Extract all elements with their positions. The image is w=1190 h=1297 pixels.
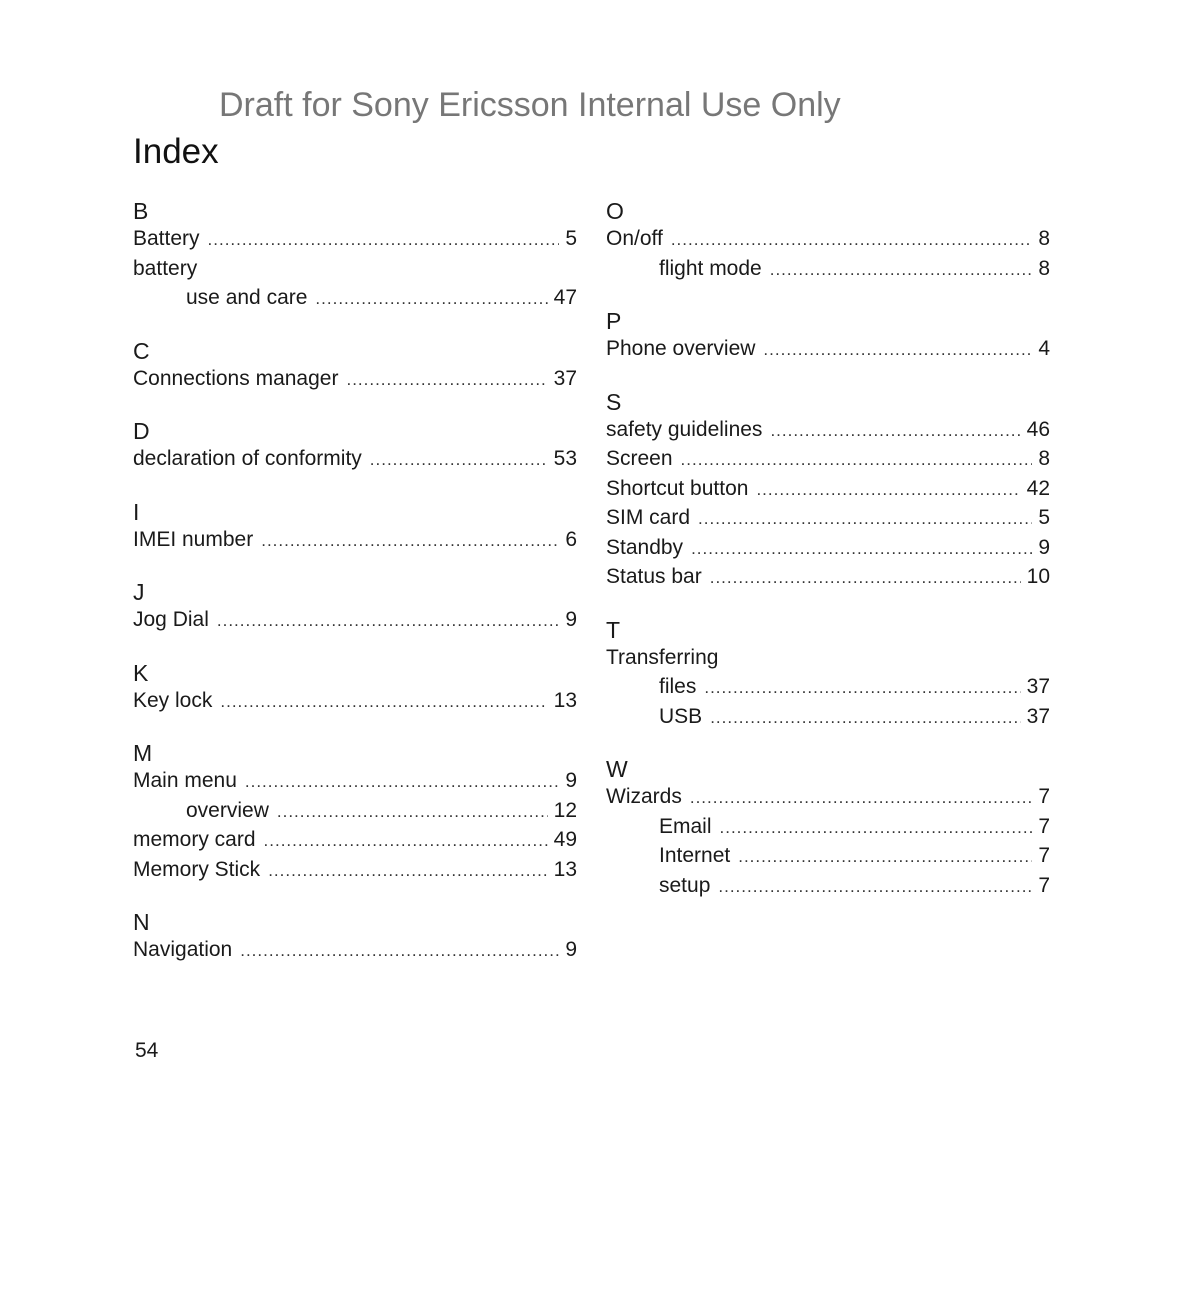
entry-term: Wizards bbox=[606, 785, 682, 808]
entry-page: 37 bbox=[553, 366, 577, 390]
entry-page: 5 bbox=[1038, 506, 1050, 529]
entry-term: Internet bbox=[659, 844, 731, 867]
index-section-p bbox=[606, 308, 1050, 364]
index-section-t bbox=[606, 617, 1050, 732]
index-section-d bbox=[133, 418, 577, 474]
section-letter: P bbox=[606, 308, 622, 334]
entry-page: 46 bbox=[1026, 417, 1050, 441]
dot-leader bbox=[763, 335, 1032, 365]
entry-term: use and care bbox=[186, 286, 308, 309]
entry-term: memory card bbox=[133, 828, 256, 851]
dot-leader bbox=[710, 703, 1020, 733]
index-section-j bbox=[133, 579, 577, 635]
dot-leader bbox=[264, 826, 548, 856]
index-subentry bbox=[133, 283, 577, 313]
index-section-k bbox=[133, 660, 577, 716]
index-section-s bbox=[606, 389, 1050, 592]
entry-term: overview bbox=[186, 798, 269, 822]
entry-term: Key lock bbox=[133, 688, 213, 712]
section-letter: B bbox=[133, 198, 149, 224]
section-letter: S bbox=[606, 388, 622, 415]
dot-leader bbox=[720, 813, 1033, 843]
dot-leader bbox=[346, 365, 547, 395]
entry-term: Standby bbox=[606, 535, 684, 559]
index-subentry bbox=[606, 254, 1050, 284]
entry-page: 5 bbox=[565, 227, 577, 250]
entry-term: Battery bbox=[133, 227, 200, 250]
index-section-i bbox=[133, 499, 577, 555]
entry-page: 13 bbox=[553, 688, 577, 712]
entry-term: Phone overview bbox=[606, 337, 756, 360]
section-letter: W bbox=[606, 756, 628, 782]
entry-page: 8 bbox=[1038, 256, 1050, 280]
index-entry bbox=[133, 254, 577, 284]
entry-term: flight mode bbox=[659, 256, 762, 280]
index-entry bbox=[606, 562, 1050, 592]
entry-term: files bbox=[659, 675, 697, 698]
dot-leader bbox=[268, 856, 547, 886]
entry-page: 6 bbox=[565, 527, 577, 551]
entry-page: 9 bbox=[565, 608, 577, 631]
index-entry bbox=[606, 643, 1050, 673]
dot-leader bbox=[277, 797, 548, 827]
entry-term: Connections manager bbox=[133, 366, 339, 390]
section-letter: M bbox=[133, 740, 153, 766]
entry-term: Memory Stick bbox=[133, 857, 261, 881]
entry-term: Transferring bbox=[606, 645, 719, 669]
entry-term: declaration of conformity bbox=[133, 447, 362, 470]
entry-term: Screen bbox=[606, 447, 673, 470]
entry-page: 7 bbox=[1038, 844, 1050, 867]
index-column-left bbox=[133, 198, 577, 965]
entry-term: On/off bbox=[606, 227, 663, 250]
entry-term: safety guidelines bbox=[606, 417, 763, 441]
page-number: 54 bbox=[135, 1039, 159, 1062]
dot-leader bbox=[770, 416, 1020, 446]
index-subentry bbox=[133, 796, 577, 826]
index-entry bbox=[133, 935, 577, 965]
index-subentry bbox=[606, 672, 1050, 702]
entry-page: 9 bbox=[1038, 535, 1050, 559]
entry-term: SIM card bbox=[606, 506, 691, 529]
index-entry bbox=[133, 444, 577, 474]
dot-leader bbox=[690, 783, 1032, 813]
entry-page: 13 bbox=[553, 857, 577, 881]
dot-leader bbox=[718, 872, 1032, 902]
dot-leader bbox=[710, 563, 1021, 593]
index-entry bbox=[606, 334, 1050, 364]
entry-term: battery bbox=[133, 256, 198, 280]
dot-leader bbox=[261, 526, 559, 556]
dot-leader bbox=[691, 534, 1032, 564]
entry-page: 4 bbox=[1038, 337, 1050, 360]
index-entry bbox=[133, 855, 577, 885]
draft-watermark: Draft for Sony Ericsson Internal Use Only bbox=[219, 86, 841, 124]
section-letter: N bbox=[133, 909, 150, 935]
dot-leader bbox=[370, 445, 548, 475]
entry-page: 12 bbox=[553, 798, 577, 822]
index-entry bbox=[133, 825, 577, 855]
entry-term: Status bar bbox=[606, 565, 702, 588]
index-subentry bbox=[606, 841, 1050, 871]
entry-page: 9 bbox=[565, 938, 577, 961]
entry-page: 42 bbox=[1026, 476, 1050, 500]
index-entry bbox=[606, 533, 1050, 563]
entry-term: setup bbox=[659, 873, 711, 897]
index-entry bbox=[133, 224, 577, 254]
dot-leader bbox=[738, 842, 1032, 872]
entry-page: 10 bbox=[1026, 565, 1050, 588]
dot-leader bbox=[217, 606, 559, 636]
index-section-b bbox=[133, 198, 577, 313]
entry-page: 37 bbox=[1026, 675, 1050, 698]
section-letter: O bbox=[606, 198, 624, 224]
section-letter: C bbox=[133, 337, 150, 364]
dot-leader bbox=[704, 673, 1020, 703]
index-entry bbox=[606, 444, 1050, 474]
index-section-o bbox=[606, 198, 1050, 283]
entry-page: 7 bbox=[1038, 873, 1050, 897]
dot-leader bbox=[220, 687, 547, 717]
index-entry bbox=[606, 415, 1050, 445]
dot-leader bbox=[245, 767, 559, 797]
section-letter: T bbox=[606, 616, 621, 643]
dot-leader bbox=[671, 225, 1032, 255]
dot-leader bbox=[208, 225, 560, 255]
dot-leader bbox=[770, 255, 1033, 285]
entry-page: 8 bbox=[1038, 447, 1050, 470]
dot-leader bbox=[698, 504, 1032, 534]
dot-leader bbox=[240, 936, 559, 966]
page-title: Index bbox=[133, 132, 219, 171]
section-letter: I bbox=[133, 498, 140, 525]
index-column-right bbox=[606, 198, 1050, 900]
entry-page: 7 bbox=[1038, 785, 1050, 808]
entry-term: Jog Dial bbox=[133, 608, 209, 631]
dot-leader bbox=[756, 475, 1020, 505]
index-subentry bbox=[606, 871, 1050, 901]
index-entry bbox=[133, 364, 577, 394]
entry-term: Shortcut button bbox=[606, 476, 749, 500]
entry-term: IMEI number bbox=[133, 527, 254, 551]
index-subentry bbox=[606, 702, 1050, 732]
section-letter: D bbox=[133, 418, 150, 444]
index-entry bbox=[606, 474, 1050, 504]
dot-leader bbox=[315, 284, 547, 314]
entry-term: Navigation bbox=[133, 938, 233, 961]
index-section-c bbox=[133, 338, 577, 394]
entry-term: USB bbox=[659, 704, 703, 728]
index-section-w bbox=[606, 756, 1050, 900]
index-entry bbox=[133, 605, 577, 635]
entry-page: 9 bbox=[565, 769, 577, 792]
entry-page: 53 bbox=[553, 447, 577, 470]
index-section-n bbox=[133, 909, 577, 965]
index-entry bbox=[133, 766, 577, 796]
entry-term: Main menu bbox=[133, 769, 237, 792]
section-letter: K bbox=[133, 659, 149, 686]
index-entry bbox=[133, 525, 577, 555]
section-letter: J bbox=[133, 579, 145, 605]
index-entry bbox=[606, 224, 1050, 254]
entry-page: 47 bbox=[553, 286, 577, 309]
entry-page: 49 bbox=[553, 828, 577, 851]
index-entry bbox=[133, 686, 577, 716]
dot-leader bbox=[681, 445, 1033, 475]
entry-page: 7 bbox=[1038, 814, 1050, 838]
entry-term: Email bbox=[659, 814, 712, 838]
index-entry bbox=[606, 503, 1050, 533]
entry-page: 37 bbox=[1026, 704, 1050, 728]
index-section-m bbox=[133, 740, 577, 884]
index-subentry bbox=[606, 812, 1050, 842]
entry-page: 8 bbox=[1038, 227, 1050, 250]
index-entry bbox=[606, 782, 1050, 812]
